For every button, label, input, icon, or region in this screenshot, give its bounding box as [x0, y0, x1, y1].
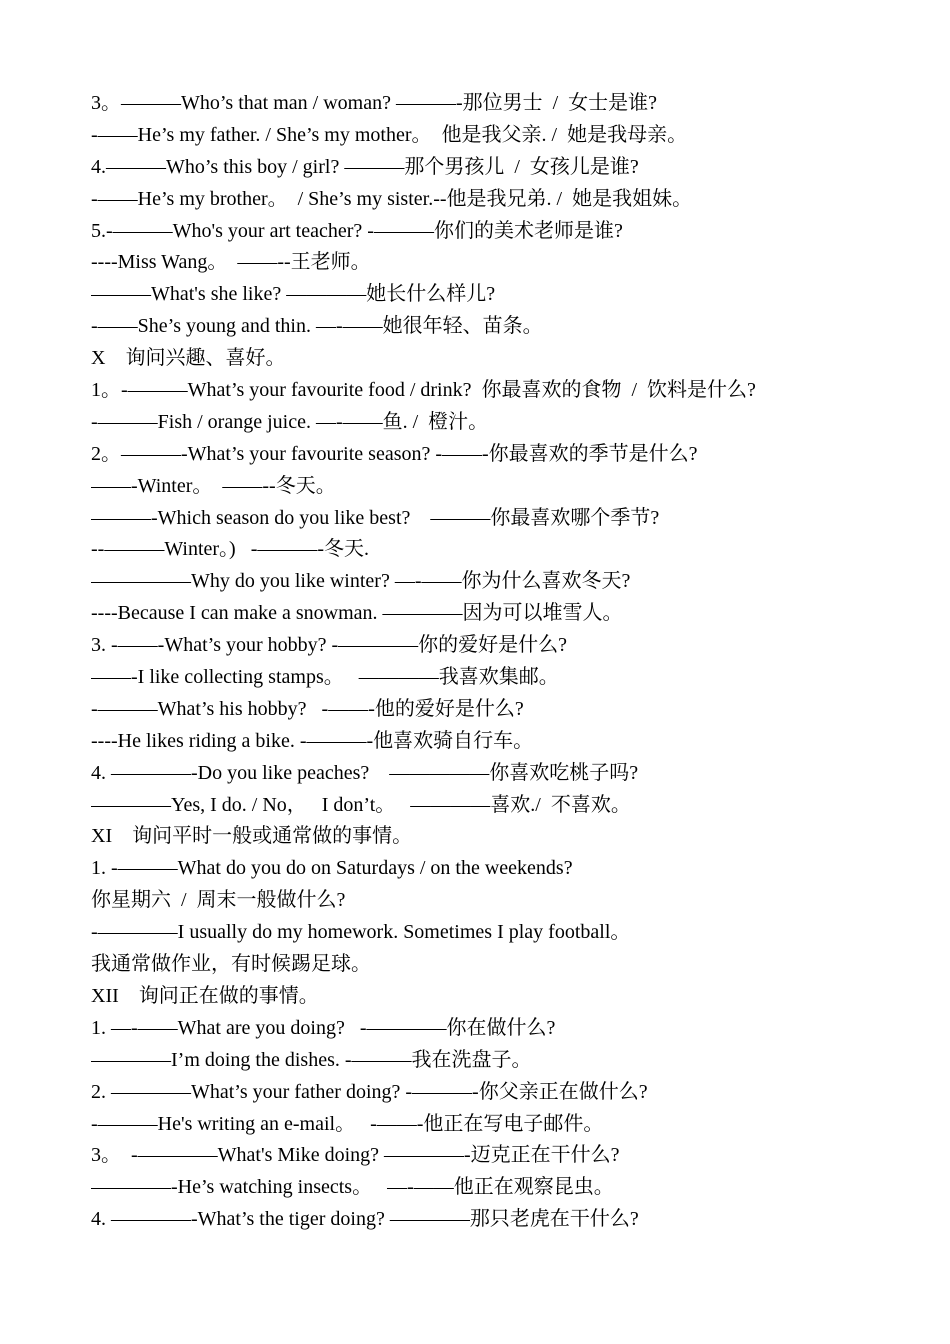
text-line: 1. —-——What are you doing? -————你在做什么? — [91, 1016, 556, 1039]
text-line: ——-I like collecting stamps。 ————我喜欢集邮。 — [91, 666, 559, 689]
text-line: 4. ————-What’s the tiger doing? ————那只老虎在干什么? — [91, 1208, 639, 1231]
text-line: ———What's she like? ————她长什么样儿? — [91, 283, 496, 306]
text-line: —————Why do you like winter? —-——你为什么喜欢冬天? — [91, 570, 631, 593]
text-line: XII 询问正在做的事情。 — [91, 984, 319, 1007]
text-line: 1. -———What do you do on Saturdays / on the weekends? — [91, 857, 573, 880]
text-line: -——She’s young and thin. —-——她很年轻、苗条。 — [91, 315, 543, 338]
text-line: ----He likes riding a bike. -———-他喜欢骑自行车。 — [91, 729, 534, 752]
text-line: 4. ————-Do you like peaches? —————你喜欢吃桃子吗? — [91, 761, 639, 784]
text-line: -————I usually do my homework. Sometimes I play football。 — [91, 921, 631, 944]
text-line: -———What’s his hobby? -——-他的爱好是什么? — [91, 697, 524, 720]
text-line: -——He’s my brother。 / She’s my sister.--他是我兄弟. / 她是我姐妹。 — [91, 187, 693, 210]
text-line: ———-Which season do you like best? ———你最喜欢哪个季节? — [91, 506, 660, 529]
text-line: 3. -——-What’s your hobby? -————你的爱好是什么? — [91, 634, 568, 657]
text-line: -———He's writing an e-mail。 -——-他正在写电子邮件。 — [91, 1112, 604, 1135]
text-line: 3。 -————What's Mike doing? ————-迈克正在干什么? — [91, 1144, 620, 1167]
text-line: ----Because I can make a snowman. ————因为可以堆雪人。 — [91, 602, 623, 625]
text-line: -———Fish / orange juice. —-——鱼. / 橙汁。 — [91, 410, 489, 433]
text-line: -——He’s my father. / She’s my mother。 他是我父亲. / 她是我母亲。 — [91, 123, 688, 146]
text-line: XI 询问平时一般或通常做的事情。 — [91, 825, 413, 848]
text-line: ————-He’s watching insects。 —-——他正在观察昆虫。 — [91, 1176, 614, 1199]
text-line: 4.———Who’s this boy / girl? ———那个男孩儿 / 女孩儿是谁? — [91, 155, 639, 178]
text-line: ——-Winter。 ——--冬天。 — [91, 474, 336, 497]
text-line: 3。———Who’s that man / woman? ———-那位男士 / 女士是谁? — [91, 92, 658, 114]
text-line: ————Yes, I do. / No， I don’t。 ————喜欢./ 不喜欢。 — [91, 793, 631, 816]
text-line: ----Miss Wang。 ——--王老师。 — [91, 251, 371, 274]
text-line: 我通常做作业，有时候踢足球。 — [91, 953, 371, 976]
text-line: 2. ————What’s your father doing? -———-你父亲正在做什么? — [91, 1080, 648, 1103]
text-line: --———Winter。) -———-冬天. — [91, 538, 370, 561]
text-line: 2。———-What’s your favourite season? -——-你最喜欢的季节是什么? — [91, 442, 698, 465]
text-line: 1。-———What’s your favourite food / drink? 你最喜欢的食物 / 饮料是什么? — [91, 379, 756, 402]
text-body — [91, 88, 911, 1236]
text-line: ————I’m doing the dishes. -———我在洗盘子。 — [91, 1048, 532, 1071]
text-line: 你星期六 / 周末一般做什么? — [91, 889, 346, 912]
text-line: 5.-———Who's your art teacher? -———你们的美术老师是谁? — [91, 219, 623, 242]
text-line: X 询问兴趣、喜好。 — [91, 347, 286, 370]
